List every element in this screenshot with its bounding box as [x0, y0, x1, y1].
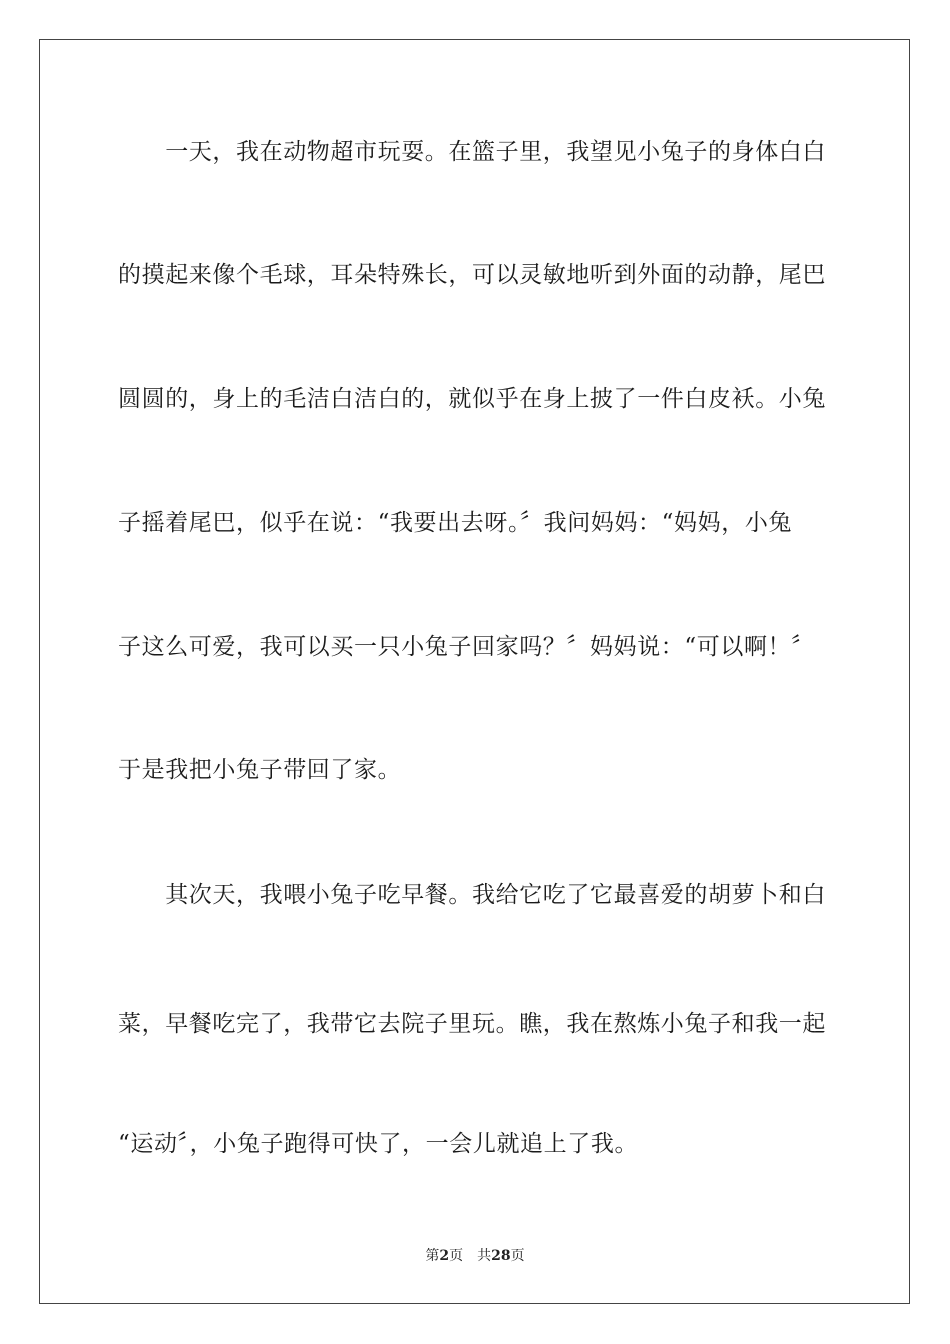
paragraph-line: 其次天，我喂小兔子吃早餐。我给它吃了它最喜爱的胡萝卜和白 [118, 882, 826, 908]
page-prefix: 第 [425, 1248, 440, 1264]
page-border [39, 39, 910, 1304]
paragraph-line: 圆圆的，身上的毛洁白洁白的，就似乎在身上披了一件白皮袄。小兔 [118, 386, 826, 412]
paragraph-line: 菜，早餐吃完了，我带它去院子里玩。瞧，我在熬炼小兔子和我一起 [118, 1011, 826, 1037]
paragraph-line: “运动〞，小兔子跑得可快了，一会儿就追上了我。 [118, 1131, 639, 1157]
paragraph-line: 一天，我在动物超市玩耍。在篮子里，我望见小兔子的身体白白 [118, 139, 826, 165]
paragraph-line: 于是我把小兔子带回了家。 [118, 757, 402, 783]
total-pages: 28 [491, 1248, 511, 1264]
paragraph-line: 的摸起来像个毛球，耳朵特殊长，可以灵敏地听到外面的动静，尾巴 [118, 262, 826, 288]
total-prefix: 共 [477, 1248, 492, 1264]
total-suffix: 页 [510, 1248, 525, 1264]
paragraph-line: 子摇着尾巴，似乎在说：“我要出去呀。〞我问妈妈：“妈妈，小兔 [118, 510, 793, 536]
page-number: 2 [439, 1248, 450, 1264]
page-footer [0, 1247, 950, 1265]
page-suffix: 页 [449, 1248, 464, 1264]
paragraph-line: 子这么可爱，我可以买一只小兔子回家吗？〞妈妈说：“可以啊！〞 [118, 634, 815, 660]
